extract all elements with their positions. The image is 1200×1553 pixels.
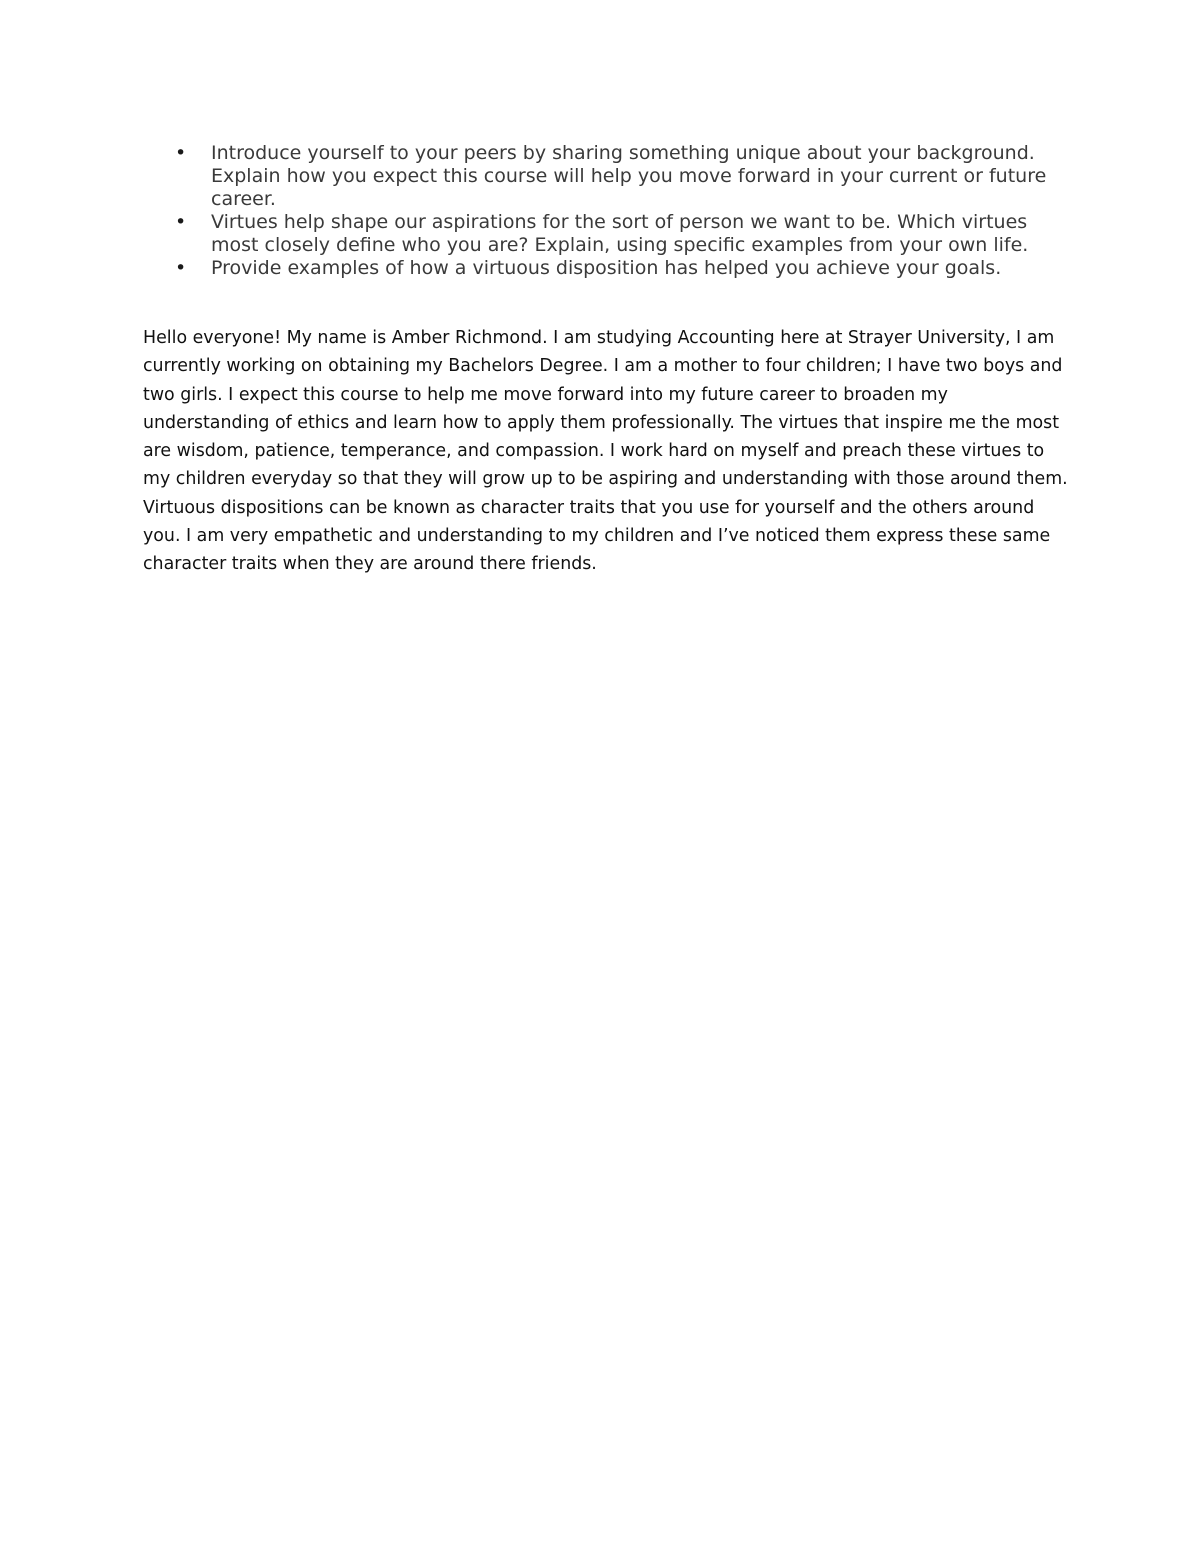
bullet-icon: • (175, 257, 187, 279)
prompt-item (143, 142, 1063, 211)
bullet-icon: • (175, 142, 187, 164)
prompt-item (143, 257, 1063, 280)
bullet-icon: • (175, 211, 187, 233)
prompt-item (143, 211, 1063, 257)
response-paragraph: Hello everyone! My name is Amber Richmond. I am studying Accounting here at Strayer University, I am currently working on obtaining my Bachelors Degree. I am a mother to four children; I have two boys and two girls. I expect this course to help me move forward into my future career to broaden my understanding of ethics and learn how to apply them professionally. The virtues that inspire me the most are wisdom, patience, temperance, and compassion. I work hard on myself and preach these virtues to my children everyday so that they will grow up to be aspiring and understanding with those around them. Virtuous dispositions can be known as character traits that you use for yourself and the others around you. I am very empathetic and understanding to my children and I’ve noticed them express these same character traits when they are around there friends. (143, 328, 1068, 575)
prompt-list (143, 142, 1063, 280)
prompt-text: Virtues help shape our aspirations for the sort of person we want to be. Which virtues most closely define who you are? Explain, using specific examples from your own life. (211, 211, 1029, 256)
prompt-text: Provide examples of how a virtuous disposition has helped you achieve your goals. (211, 257, 1002, 279)
prompt-text: Introduce yourself to your peers by sharing something unique about your background. Explain how you expect this course will help you move forward in your current or future career. (211, 142, 1047, 210)
